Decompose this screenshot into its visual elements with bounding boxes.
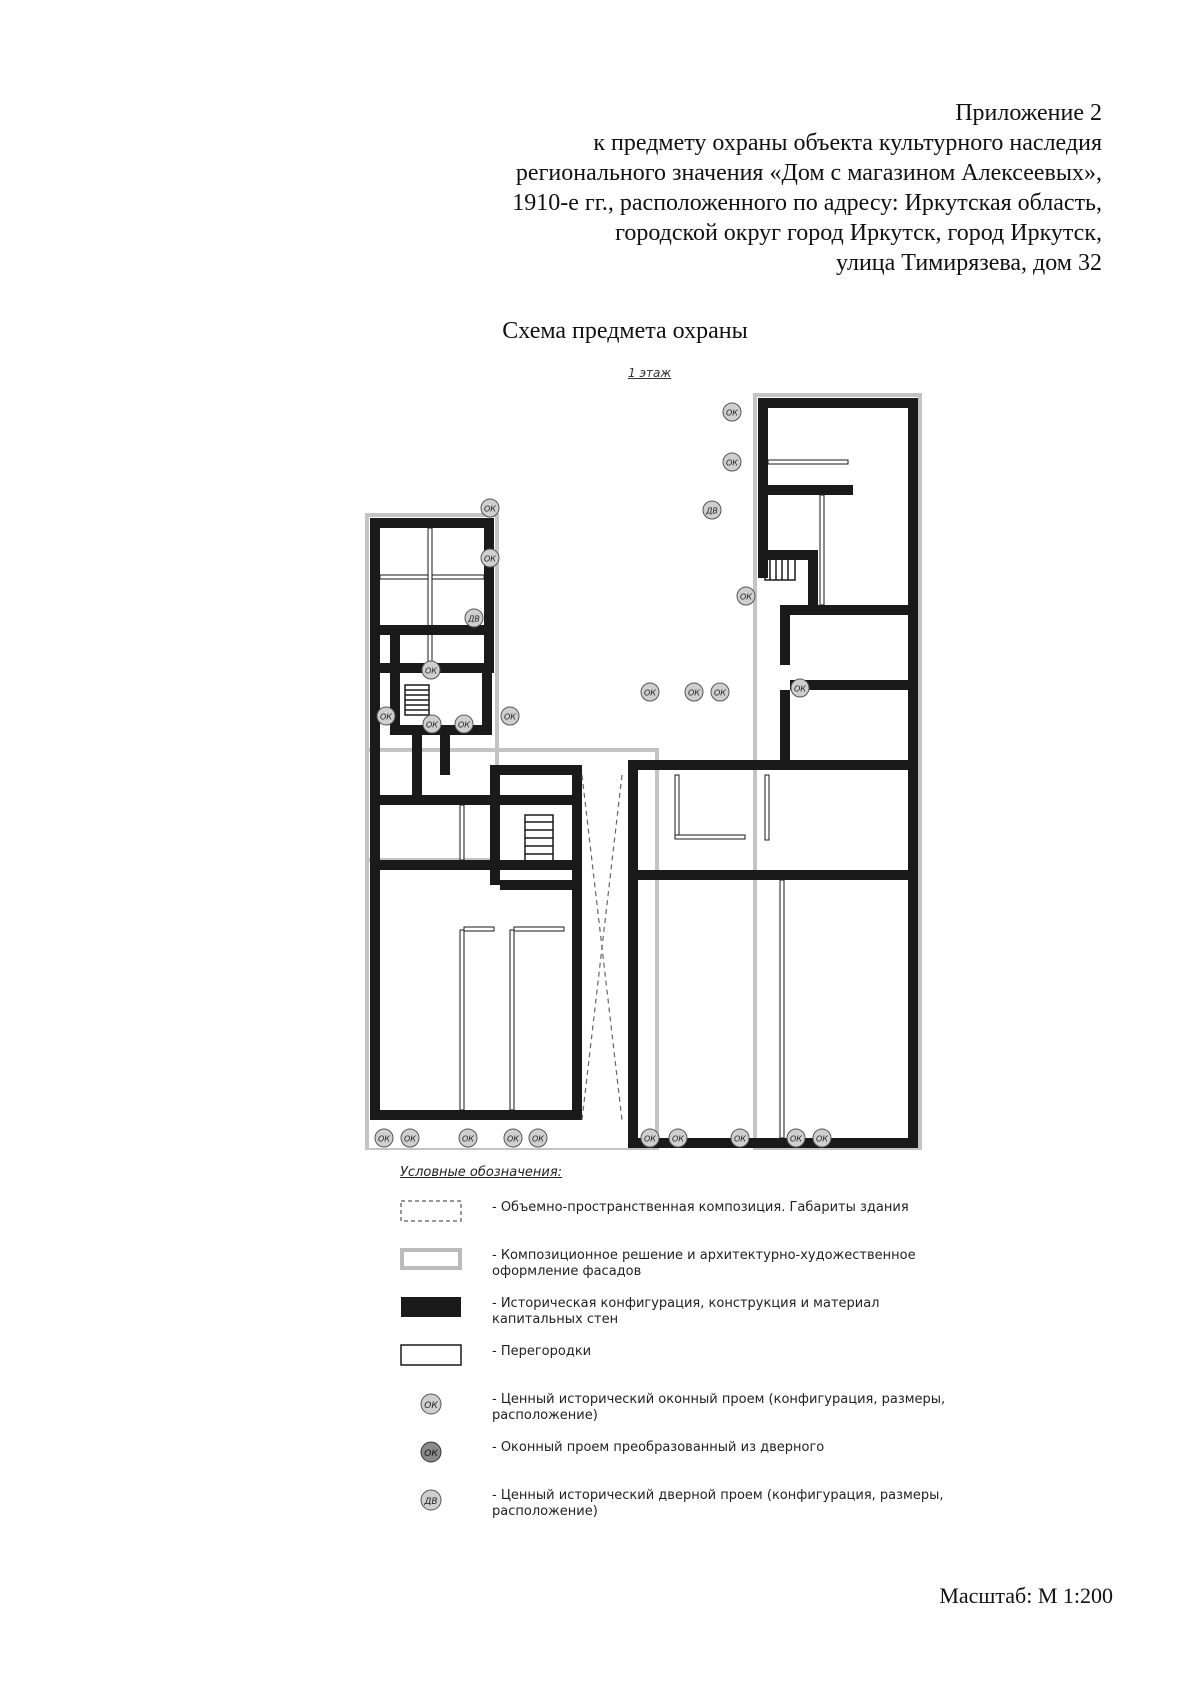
wall — [500, 765, 580, 775]
partition — [464, 927, 494, 931]
marker-label: ОК — [507, 1134, 519, 1144]
partition — [675, 775, 679, 835]
partition — [460, 930, 464, 1110]
floor-plan — [360, 390, 960, 1150]
marker-label: ОК — [726, 408, 738, 418]
partition — [428, 528, 432, 663]
marker-label: ДВ — [468, 614, 480, 624]
wall — [370, 518, 380, 1118]
marker-label: ОК — [458, 720, 470, 730]
wall — [768, 485, 853, 495]
wall — [780, 690, 790, 770]
legend — [400, 1165, 946, 1534]
right-wing — [628, 398, 918, 1148]
marker-label: ОК — [794, 684, 806, 694]
marker-label: ОК — [504, 712, 516, 722]
wall — [484, 518, 494, 663]
wall — [808, 550, 818, 605]
legend-text: - Перегородки — [492, 1344, 592, 1359]
marker-label: ОК — [790, 1134, 802, 1144]
wall — [628, 760, 788, 770]
header-line-2: к предмету охраны объекта культурного наследия — [593, 130, 1102, 156]
legend-title: Условные обозначения: — [400, 1165, 563, 1180]
legend-item-window — [400, 1390, 946, 1438]
wall — [380, 795, 580, 805]
marker-label: ДВ — [706, 506, 718, 516]
marker-label: ОК — [404, 1134, 416, 1144]
wall — [482, 673, 492, 735]
partition — [765, 775, 769, 840]
header-line-5: городской округ город Иркутск, город Иркутск, — [615, 220, 1102, 246]
door-marker-icon — [400, 1488, 462, 1514]
legend-item-composition — [400, 1198, 909, 1246]
svg-text:ОК: ОК — [424, 1401, 438, 1411]
wall — [572, 765, 582, 1120]
marker-label: ОК — [378, 1134, 390, 1144]
header-line-4: 1910-е гг., расположенного по адресу: Иркутская область, — [512, 190, 1102, 216]
wall — [440, 735, 450, 775]
wall — [758, 398, 916, 408]
wall — [500, 880, 580, 890]
marker-label: ОК — [688, 688, 700, 698]
scale-label: Масштаб: М 1:200 — [939, 1583, 1113, 1608]
wall — [628, 760, 638, 1148]
wall — [758, 398, 768, 578]
marker-label: ОК — [734, 1134, 746, 1144]
partition — [514, 927, 564, 931]
legend-item-converted-window — [400, 1438, 825, 1486]
legend-text: - Ценный исторический дверной проем (конфигурация, размеры, расположение) — [492, 1488, 944, 1519]
partition — [460, 805, 464, 860]
svg-text:ДВ: ДВ — [424, 1497, 438, 1507]
marker-label: ОК — [644, 688, 656, 698]
floor-label: 1 этаж — [628, 366, 672, 380]
wall — [638, 870, 908, 880]
legend-text: - Композиционное решение и архитектурно-художественное оформление фасадов — [492, 1248, 916, 1279]
marker-label: ОК — [462, 1134, 474, 1144]
converted-window-marker-icon — [400, 1440, 462, 1466]
marker-label: ОК — [726, 458, 738, 468]
header-line-1: Приложение 2 — [955, 100, 1102, 126]
marker-label: ОК — [425, 666, 437, 676]
legend-item-walls — [400, 1294, 880, 1342]
header-line-3: регионального значения «Дом с магазином Алексеевых», — [515, 160, 1102, 186]
partition — [675, 835, 745, 839]
black-fill-swatch — [400, 1296, 462, 1318]
wall — [780, 605, 908, 615]
marker-label: ОК — [644, 1134, 656, 1144]
marker-label: ОК — [714, 688, 726, 698]
legend-text: - Ценный исторический оконный проем (конфигурация, размеры, расположение) — [492, 1392, 946, 1423]
svg-text:ОК: ОК — [424, 1449, 438, 1459]
window-marker-icon — [400, 1392, 462, 1418]
marker-label: ОК — [426, 720, 438, 730]
marker-label: ОК — [816, 1134, 828, 1144]
wall — [908, 398, 918, 1146]
legend-item-partitions — [400, 1342, 592, 1390]
white-rect-swatch — [400, 1344, 462, 1366]
header-line-6: улица Тимирязева, дом 32 — [836, 250, 1102, 276]
grey-outline-swatch — [400, 1248, 462, 1270]
legend-text: - Оконный проем преобразованный из дверного — [492, 1440, 825, 1455]
appendix-header — [382, 98, 1102, 278]
wall — [780, 615, 790, 665]
wall — [370, 1110, 580, 1120]
legend-text: - Историческая конфигурация, конструкция и материал капитальных стен — [492, 1296, 880, 1327]
marker-label: ОК — [484, 504, 496, 514]
marker-label: ОК — [532, 1134, 544, 1144]
partition — [768, 460, 848, 464]
dashed-outline-swatch — [400, 1200, 462, 1222]
marker-label: ОК — [740, 592, 752, 602]
marker-label: ОК — [672, 1134, 684, 1144]
wall — [780, 760, 908, 770]
partition — [780, 880, 784, 1138]
wall — [380, 625, 484, 635]
legend-item-facade — [400, 1246, 916, 1294]
partition — [820, 495, 824, 605]
legend-item-door — [400, 1486, 944, 1534]
scheme-title: Схема предмета охраны — [502, 318, 748, 344]
left-wing — [370, 518, 582, 1120]
passage — [582, 775, 622, 1120]
partition — [510, 930, 514, 1110]
wall — [768, 550, 808, 560]
wall — [412, 735, 422, 795]
legend-text: - Объемно-пространственная композиция. Габариты здания — [492, 1200, 909, 1215]
marker-label: ОК — [380, 712, 392, 722]
marker-label: ОК — [484, 554, 496, 564]
wall — [370, 518, 492, 528]
